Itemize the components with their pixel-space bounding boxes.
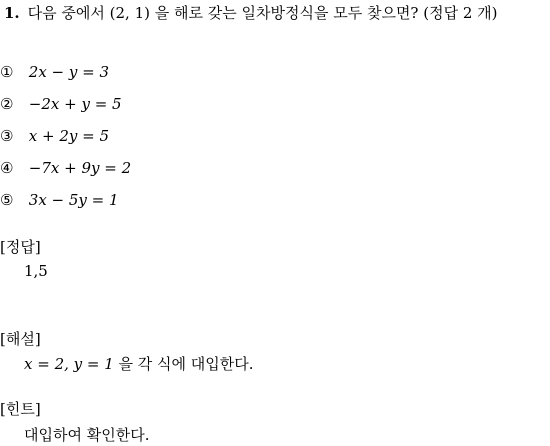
choice-4[interactable] <box>0 157 131 179</box>
choice-2[interactable] <box>0 93 122 115</box>
choice-expression: −7x + 9y = 2 <box>28 159 132 177</box>
choice-5[interactable] <box>0 189 119 211</box>
choice-mark: ③ <box>0 127 14 145</box>
choice-expression: x + 2y = 5 <box>28 127 110 145</box>
hint-text: 대입하여 확인한다. <box>24 426 150 444</box>
choice-mark: ⑤ <box>0 191 14 209</box>
answer-label: [정답] <box>0 238 41 256</box>
choice-mark: ④ <box>0 159 14 177</box>
answer-value: 1,5 <box>24 262 48 280</box>
explanation-text: 을 각 식에 대입한다. <box>113 355 254 373</box>
choice-mark: ① <box>0 63 14 81</box>
choice-expression: −2x + y = 5 <box>28 95 122 113</box>
question-text: 다음 중에서 (2, 1) 을 해로 갖는 일차방정식을 모두 찾으면? (정답 2 개) <box>27 4 498 22</box>
explanation-body <box>24 353 254 375</box>
question <box>4 2 548 24</box>
choice-mark: ② <box>0 95 14 113</box>
choice-expression: 2x − y = 3 <box>28 63 110 81</box>
question-number: 1. <box>4 4 20 22</box>
hint-label: [힌트] <box>0 400 41 418</box>
explanation-math: x = 2, y = 1 <box>24 355 114 373</box>
choice-3[interactable] <box>0 125 109 147</box>
choice-expression: 3x − 5y = 1 <box>28 191 119 209</box>
explanation-label: [해설] <box>0 330 41 348</box>
choice-1[interactable] <box>0 61 109 83</box>
